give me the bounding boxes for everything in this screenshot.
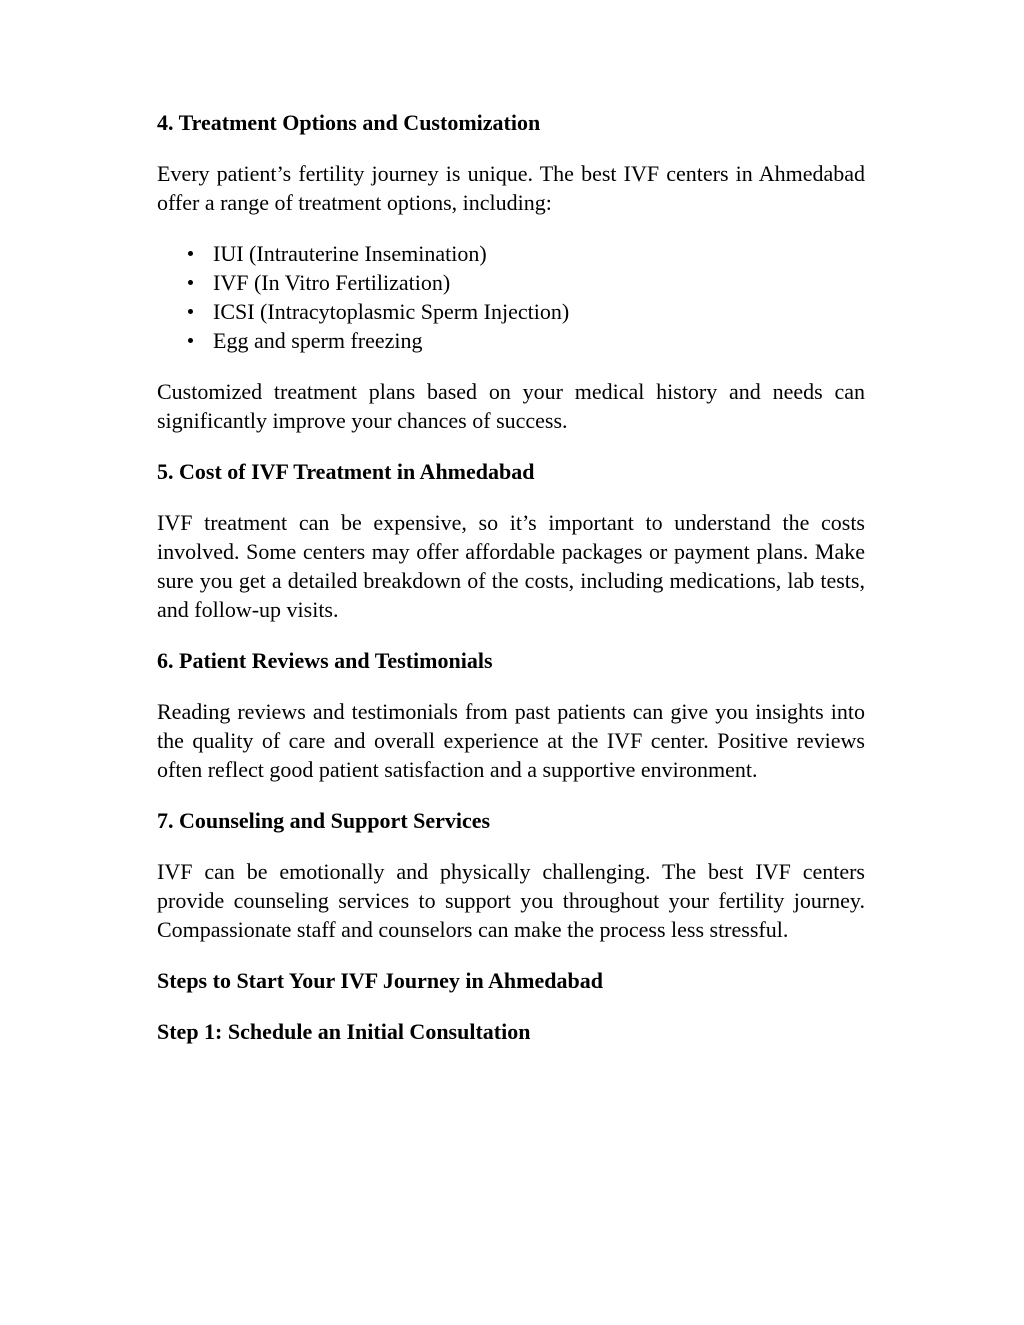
list-item-text: IVF (In Vitro Fertilization) xyxy=(213,270,451,295)
reviews-paragraph: Reading reviews and testimonials from past patients can give you insights into the quality of care and overall experience at the IVF center. Positive reviews often reflect good patient satisfaction and a supportive environment. xyxy=(157,699,865,782)
list-item-text: ICSI (Intracytoplasmic Sperm Injection) xyxy=(213,299,570,324)
treatment-options-list xyxy=(157,239,865,355)
treatment-options-intro: Every patient’s fertility journey is unique. The best IVF centers in Ahmedabad offer a range of treatment options, including: xyxy=(157,161,865,215)
bullet-icon xyxy=(188,251,193,256)
steps-heading: Steps to Start Your IVF Journey in Ahmedabad xyxy=(157,968,603,993)
counseling-paragraph: IVF can be emotionally and physically challenging. The best IVF centers provide counseling services to support you throughout your fertility journey. Compassionate staff and counselors can make the process less stressful. xyxy=(157,859,865,942)
list-item xyxy=(157,326,865,355)
document-page xyxy=(157,108,865,1068)
bullet-icon xyxy=(188,338,193,343)
section-heading-reviews: 6. Patient Reviews and Testimonials xyxy=(157,648,493,673)
list-item xyxy=(157,239,865,268)
section-heading-cost: 5. Cost of IVF Treatment in Ahmedabad xyxy=(157,459,535,484)
step-1-heading: Step 1: Schedule an Initial Consultation xyxy=(157,1019,531,1044)
list-item xyxy=(157,297,865,326)
section-heading-counseling: 7. Counseling and Support Services xyxy=(157,808,491,833)
bullet-icon xyxy=(188,309,193,314)
list-item xyxy=(157,268,865,297)
cost-paragraph: IVF treatment can be expensive, so it’s important to understand the costs involved. Some centers may offer affordable packages or payment plans. Make sure you get a detailed breakdown of the costs, including medications, lab tests, and follow-up visits. xyxy=(157,510,865,622)
bullet-icon xyxy=(188,280,193,285)
treatment-options-outro: Customized treatment plans based on your medical history and needs can significantly improve your chances of success. xyxy=(157,379,865,433)
list-item-text: Egg and sperm freezing xyxy=(213,328,423,353)
list-item-text: IUI (Intrauterine Insemination) xyxy=(213,241,487,266)
section-heading-treatment-options: 4. Treatment Options and Customization xyxy=(157,110,541,135)
